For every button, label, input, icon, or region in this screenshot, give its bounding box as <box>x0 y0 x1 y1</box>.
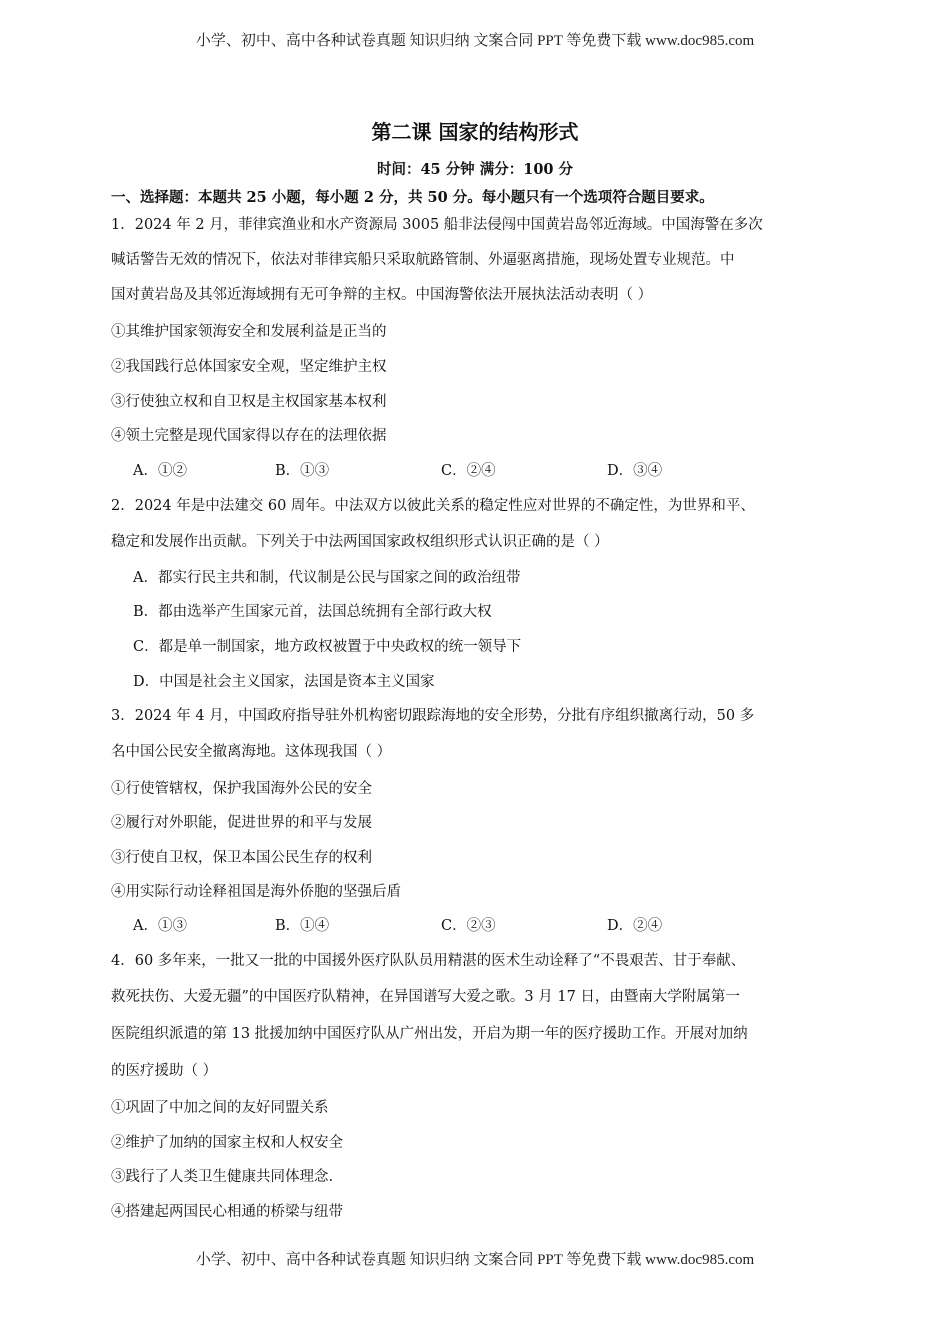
question-4-statement: ④搭建起两国民心相通的桥梁与纽带 <box>111 1204 343 1220</box>
question-2-stem-line: 稳定和发展作出贡献。下列关于中法两国国家政权组织形式认识正确的是（ ） <box>111 534 609 550</box>
question-3-statement: ②履行对外职能，促进世界的和平与发展 <box>111 815 372 831</box>
question-3-statement: ③行使自卫权，保卫本国公民生存的权利 <box>111 850 372 866</box>
question-4-statement: ②维护了加纳的国家主权和人权安全 <box>111 1135 343 1151</box>
question-1-statement: ②我国践行总体国家安全观，坚定维护主权 <box>111 359 387 375</box>
question-3-stem-line: 名中国公民安全撤离海地。这体现我国（ ） <box>111 744 392 760</box>
question-1-option-a: A．①② <box>133 463 187 479</box>
question-1-stem-line: 国对黄岩岛及其邻近海域拥有无可争辩的主权。中国海警依法开展执法活动表明（ ） <box>111 287 653 303</box>
question-4-stem-line: 医院组织派遣的第 13 批援加纳中国医疗队从广州出发，开启为期一年的医疗援助工作。开展对加纳 <box>111 1026 748 1042</box>
question-1-statement: ④领土完整是现代国家得以存在的法理依据 <box>111 428 387 444</box>
question-2-option-a: A．都实行民主共和制，代议制是公民与国家之间的政治纽带 <box>133 570 521 586</box>
question-2-option-c: C．都是单一制国家，地方政权被置于中央政权的统一领导下 <box>133 639 522 655</box>
question-2-stem-line: 2．2024 年是中法建交 60 周年。中法双方以彼此关系的稳定性应对世界的不确定性，为世界和平、 <box>111 498 755 514</box>
question-4-stem-line: 4．60 多年来，一批又一批的中国援外医疗队队员用精湛的医术生动诠释了“不畏艰苦、甘于奉献、 <box>111 953 746 969</box>
question-3-option-d: D．②④ <box>607 918 663 934</box>
question-3-stem-line: 3．2024 年 4 月，中国政府指导驻外机构密切跟踪海地的安全形势，分批有序组织撤离行动，50 多 <box>111 708 755 724</box>
section-heading: 一、选择题：本题共 25 小题，每小题 2 分，共 50 分。每小题只有一个选项符合题目要求。 <box>111 189 714 206</box>
question-2-option-d: D．中国是社会主义国家，法国是资本主义国家 <box>133 674 435 690</box>
question-1-option-d: D．③④ <box>607 463 663 479</box>
question-1-statement: ①其维护国家领海安全和发展利益是正当的 <box>111 324 387 340</box>
question-3-statement: ①行使管辖权，保护我国海外公民的安全 <box>111 781 372 797</box>
exam-time-info: 时间：45 分钟 满分：100 分 <box>376 161 574 178</box>
page-title: 第二课 国家的结构形式 <box>371 120 579 144</box>
question-3-statement: ④用实际行动诠释祖国是海外侨胞的坚强后盾 <box>111 884 401 900</box>
question-4-statement: ③践行了人类卫生健康共同体理念. <box>111 1169 334 1185</box>
question-2-option-b: B．都由选举产生国家元首，法国总统拥有全部行政大权 <box>133 604 492 620</box>
question-1-statement: ③行使独立权和自卫权是主权国家基本权利 <box>111 394 387 410</box>
question-4-stem-line: 的医疗援助（ ） <box>111 1063 218 1079</box>
question-4-statement: ①巩固了中加之间的友好同盟关系 <box>111 1100 329 1116</box>
question-1-option-c: C．②④ <box>441 463 496 479</box>
question-1-option-b: B．①③ <box>275 463 330 479</box>
question-1-stem-line: 喊话警告无效的情况下，依法对菲律宾船只采取航路管制、外逼驱离措施，现场处置专业规范。中 <box>111 252 735 268</box>
page-header: 小学、初中、高中各种试卷真题 知识归纳 文案合同 PPT 等免费下载 www.doc985.com <box>195 33 755 49</box>
page-footer: 小学、初中、高中各种试卷真题 知识归纳 文案合同 PPT 等免费下载 www.doc985.com <box>195 1252 755 1268</box>
question-3-option-b: B．①④ <box>275 918 330 934</box>
question-3-option-a: A．①③ <box>133 918 187 934</box>
question-3-option-c: C．②③ <box>441 918 496 934</box>
question-4-stem-line: 救死扶伤、大爱无疆”的中国医疗队精神，在异国谱写大爱之歌。3 月 17 日，由暨南大学附属第一 <box>111 989 740 1005</box>
question-1-stem-line: 1．2024 年 2 月，菲律宾渔业和水产资源局 3005 船非法侵闯中国黄岩岛邻近海域。中国海警在多次 <box>111 217 763 233</box>
